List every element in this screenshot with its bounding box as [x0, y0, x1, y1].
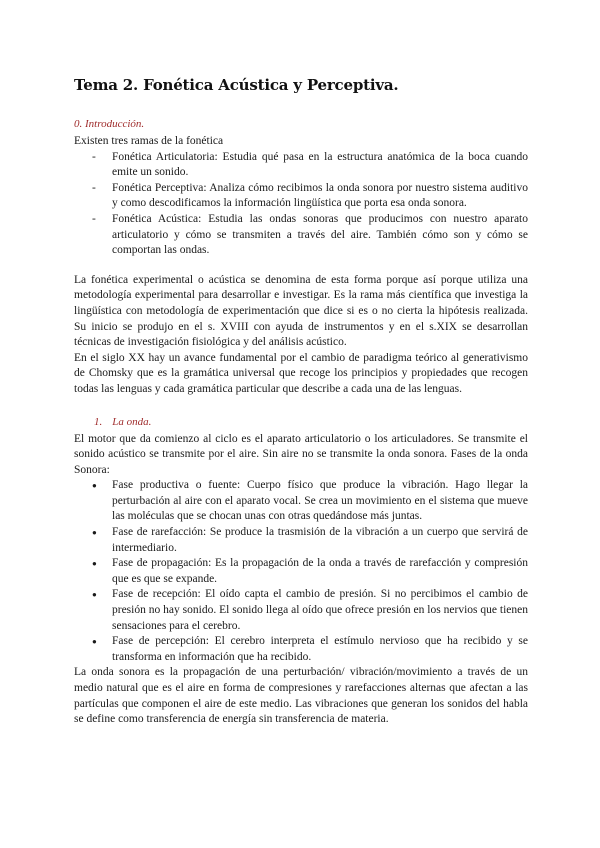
intro-paragraph-2: En el siglo XX hay un avance fundamental por el cambio de paradigma teórico al generativismo de Chomsky que es la gramática universal que recoge los principios y propiedades que recogen todas las lenguas y cada gramática particular que describe a cada una de las lenguas. — [74, 351, 528, 395]
intro-paragraph-1: La fonética experimental o acústica se denomina de esta forma porque así porque utiliza una metodología experimental para desarrollar e investigar. Es la rama más científica que investiga la lingüística con metodología de experimentación que dice si es o no cierta la hipótesis realizada. Su inicio se produjo en el s. XVIII con ayuda de instrumentos y en el s.XIX se desarrollan técnicas de investigación fisiológica y del análisis acústico. — [74, 273, 528, 349]
list-item: ● Fase de rarefacción: Se produce la trasmisión de la vibración a un cuerpo que servirá de intermediario. — [92, 525, 528, 556]
list-item: - Fonética Articulatoria: Estudia qué pasa en la estructura anatómica de la boca cuando emite un sonido. — [92, 150, 528, 181]
page-title: Tema 2. Fonética Acústica y Perceptiva. — [74, 76, 399, 94]
section-1-lead: El motor que da comienzo al ciclo es el aparato articulatorio o los articuladores. Se transmite el sonido acústico se transmite por el aire. Sin aire no se transmite la onda sonora. Fases de la onda Sonora: — [74, 432, 528, 476]
phases-list — [74, 478, 528, 665]
list-item: ● Fase de percepción: El cerebro interpreta el estímulo nervioso que ha recibido y se transforma en información que ha recibido. — [92, 634, 528, 665]
section-1-closing: La onda sonora es la propagación de una perturbación/ vibración/movimiento a través de un medio natural que es el aire en forma de compresiones y rarefacciones alternas que afectan a las partículas que componen el aire de este medio. Las vibraciones que generan los sonidos del habla se define como transferencia de energía sin transferencia de materia. — [74, 666, 528, 726]
list-item: ● Fase de propagación: Es la propagación de la onda a través de rarefacción y compresión que es que se expande. — [92, 556, 528, 587]
list-item: ● Fase de recepción: El oído capta el cambio de presión. Si no percibimos el cambio de presión no hay sonido. El sonido llega al oído que ofrece presión en los nervios que tienen sensaciones para el cerebro. — [92, 587, 528, 634]
list-item: ● Fase productiva o fuente: Cuerpo físico que produce la vibración. Hago llegar la perturbación al aire con el aparato vocal. Se crea un movimiento en el sistema que mueve las moléculas que se chocan unas con otras quedándose más juntas. — [92, 478, 528, 525]
section-1-number: 1. — [94, 415, 103, 428]
section-1-heading — [94, 416, 528, 428]
branches-list — [74, 150, 528, 259]
section-1-title: La onda. — [112, 415, 152, 428]
intro-lead: Existen tres ramas de la fonética — [74, 135, 224, 147]
intro-heading: 0. Introducción. — [74, 118, 145, 130]
list-item: - Fonética Acústica: Estudia las ondas sonoras que producimos con nuestro aparato articulatorio y cómo se transmiten a través del aire. También cómo son y cómo se comportan las ondas. — [92, 212, 528, 259]
list-item: - Fonética Perceptiva: Analiza cómo recibimos la onda sonora por nuestro sistema auditivo y como descodificamos la información lingüística que porta esa onda sonora. — [92, 181, 528, 212]
